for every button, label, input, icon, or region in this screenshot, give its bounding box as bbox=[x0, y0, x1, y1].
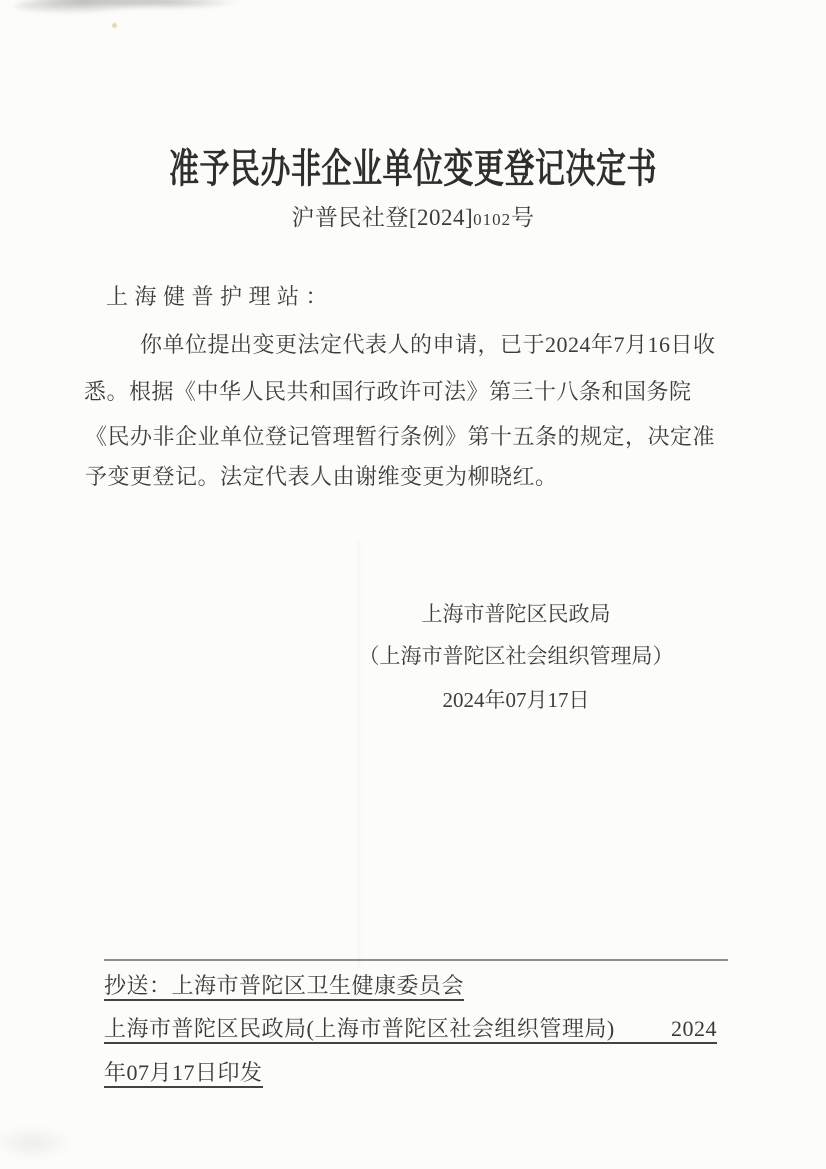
body-line: 予变更登记。法定代表人由谢维变更为柳晓红。 bbox=[85, 464, 558, 489]
document-number bbox=[0, 199, 826, 232]
footer-issue-year: 2024 bbox=[671, 1016, 717, 1041]
addressee: 上海健普护理站： bbox=[106, 284, 335, 309]
doc-number-prefix: 沪普民社登 bbox=[291, 205, 409, 230]
body-line: 《民办非企业单位登记管理暂行条例》第十五条的规定，决定准 bbox=[85, 424, 716, 449]
body-line: 你单位提出变更法定代表人的申请，已于2024年7月16日收 bbox=[140, 332, 716, 357]
footer-issuer: 上海市普陀区民政局(上海市普陀区社会组织管理局) bbox=[104, 1016, 615, 1041]
doc-number-serial: 0102 bbox=[473, 210, 512, 229]
scan-speck-yellow bbox=[112, 23, 117, 28]
signature-org: 上海市普陀区民政局 bbox=[421, 602, 611, 626]
document-title: 准予民办非企业单位变更登记决定书 bbox=[169, 147, 657, 192]
scan-smudge-bottom-left bbox=[0, 1126, 72, 1160]
signature-org-alt: （上海市普陀区社会组织管理局） bbox=[358, 644, 674, 668]
footer-cc-line: 抄送：上海市普陀区卫生健康委员会 bbox=[104, 974, 464, 1001]
signature-date: 2024年07月17日 bbox=[442, 688, 590, 712]
doc-number-bracket: [2024] bbox=[408, 205, 474, 230]
body-line: 悉。根据《中华人民共和国行政许可法》第三十八条和国务院 bbox=[84, 379, 692, 404]
footer-divider bbox=[104, 959, 728, 961]
footer-issue-date-line: 年07月17日印发 bbox=[104, 1061, 263, 1088]
doc-number-suffix: 号 bbox=[511, 205, 535, 230]
footer-issuer-line bbox=[104, 1017, 717, 1044]
